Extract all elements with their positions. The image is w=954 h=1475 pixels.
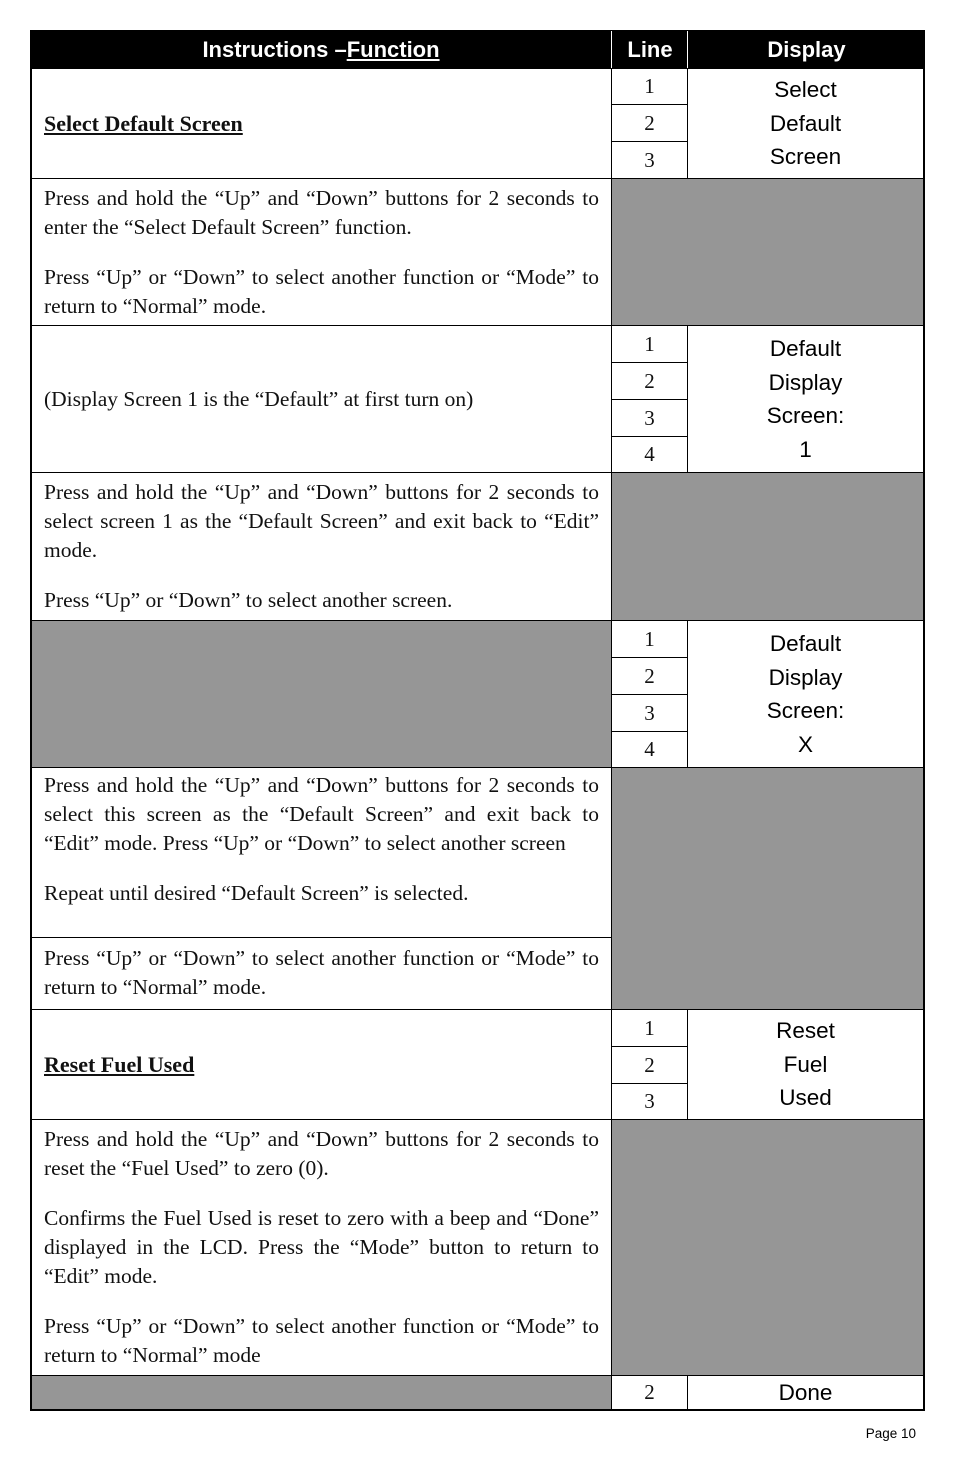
header-display: Display xyxy=(687,31,925,68)
blank-instruction-area xyxy=(31,1375,612,1410)
instruction-paragraph: Press “Up” or “Down” to select another screen. xyxy=(44,588,453,612)
line-number: 2 xyxy=(611,1046,688,1084)
instruction-paragraph: Press and hold the “Up” and “Down” buttons for 2 seconds to enter the “Select Default Screen” function. xyxy=(44,186,599,239)
instruction-paragraph: Press “Up” or “Down” to select another function or “Mode” to return to “Normal” mode. xyxy=(44,265,599,318)
instruction-paragraph: Press and hold the “Up” and “Down” buttons for 2 seconds to select this screen as the “Default Screen” and exit back to “Edit” mode. Press “Up” or “Down” to select another screen xyxy=(44,773,599,855)
line-number: 2 xyxy=(611,1375,688,1410)
display-line: Select xyxy=(774,77,837,103)
display-line: Default xyxy=(769,631,842,656)
section-title-cell xyxy=(31,68,612,179)
section-title-reset-fuel-used: Reset Fuel Used xyxy=(44,1051,195,1077)
line-number: 1 xyxy=(611,68,688,105)
line-number: 3 xyxy=(611,1083,688,1120)
lcd-display xyxy=(687,1009,924,1120)
lcd-display xyxy=(687,325,924,473)
lcd-display xyxy=(687,620,924,768)
blank-display-area xyxy=(611,472,924,621)
blank-display-area xyxy=(611,767,924,1010)
blank-instruction-area xyxy=(31,620,612,768)
page-number: Page 10 xyxy=(865,1426,916,1441)
line-number: 4 xyxy=(611,731,688,768)
line-number: 2 xyxy=(611,104,688,142)
display-line: Used xyxy=(779,1085,832,1111)
display-line: Display xyxy=(768,664,843,690)
instruction-table xyxy=(30,30,925,1411)
instruction-text-cell xyxy=(31,178,612,326)
display-line: Reset xyxy=(776,1018,835,1044)
line-number: 3 xyxy=(611,694,688,732)
header-instructions xyxy=(31,31,611,68)
section-title-select-default-screen: Select Default Screen xyxy=(44,110,243,136)
instruction-paragraph: Confirms the Fuel Used is reset to zero with a beep and “Done” displayed in the LCD. Press the “Mode” button to return to “Edit” mode. xyxy=(44,1206,599,1288)
display-line: Display xyxy=(768,369,843,395)
line-number: 2 xyxy=(611,657,688,695)
instruction-paragraph: Press “Up” or “Down” to select another function or “Mode” to return to “Normal” mode xyxy=(44,1314,599,1367)
display-line: Default xyxy=(769,336,842,361)
display-line: Default xyxy=(769,110,842,136)
line-number: 1 xyxy=(611,325,688,363)
display-line: Fuel xyxy=(783,1051,828,1077)
line-number: 4 xyxy=(611,436,688,473)
instruction-text-cell xyxy=(31,767,612,938)
instruction-paragraph: Press “Up” or “Down” to select another function or “Mode” to return to “Normal” mode. xyxy=(44,946,599,999)
line-number: 3 xyxy=(611,141,688,179)
display-line: Screen xyxy=(769,144,842,170)
blank-display-area xyxy=(611,178,924,326)
line-number: 3 xyxy=(611,399,688,437)
display-line: Done xyxy=(778,1379,833,1405)
header-function: Function xyxy=(346,36,440,62)
instruction-text-cell xyxy=(31,325,612,473)
instruction-paragraph: Repeat until desired “Default Screen” is selected. xyxy=(44,881,469,905)
display-line: X xyxy=(797,731,813,757)
lcd-display xyxy=(687,68,924,179)
instruction-text-cell xyxy=(31,937,612,1010)
header-line: Line xyxy=(611,31,688,68)
display-line: Screen: xyxy=(766,403,845,428)
instruction-paragraph: Press and hold the “Up” and “Down” buttons for 2 seconds to select screen 1 as the “Default Screen” and exit back to “Edit” mode. xyxy=(44,480,599,562)
display-line: 1 xyxy=(799,436,812,462)
line-number: 2 xyxy=(611,362,688,400)
default-note: (Display Screen 1 is the “Default” at first turn on) xyxy=(44,386,474,411)
blank-display-area xyxy=(611,1119,924,1376)
display-line: Screen: xyxy=(766,698,845,723)
section-title-cell xyxy=(31,1009,612,1120)
line-number: 1 xyxy=(611,620,688,658)
instruction-paragraph: Press and hold the “Up” and “Down” buttons for 2 seconds to reset the “Fuel Used” to zero (0). xyxy=(44,1127,599,1180)
instruction-text-cell xyxy=(31,1119,612,1376)
line-number: 1 xyxy=(611,1009,688,1047)
lcd-display xyxy=(687,1375,924,1410)
header-instructions-prefix: Instructions – xyxy=(202,36,347,62)
instruction-text-cell xyxy=(31,472,612,621)
